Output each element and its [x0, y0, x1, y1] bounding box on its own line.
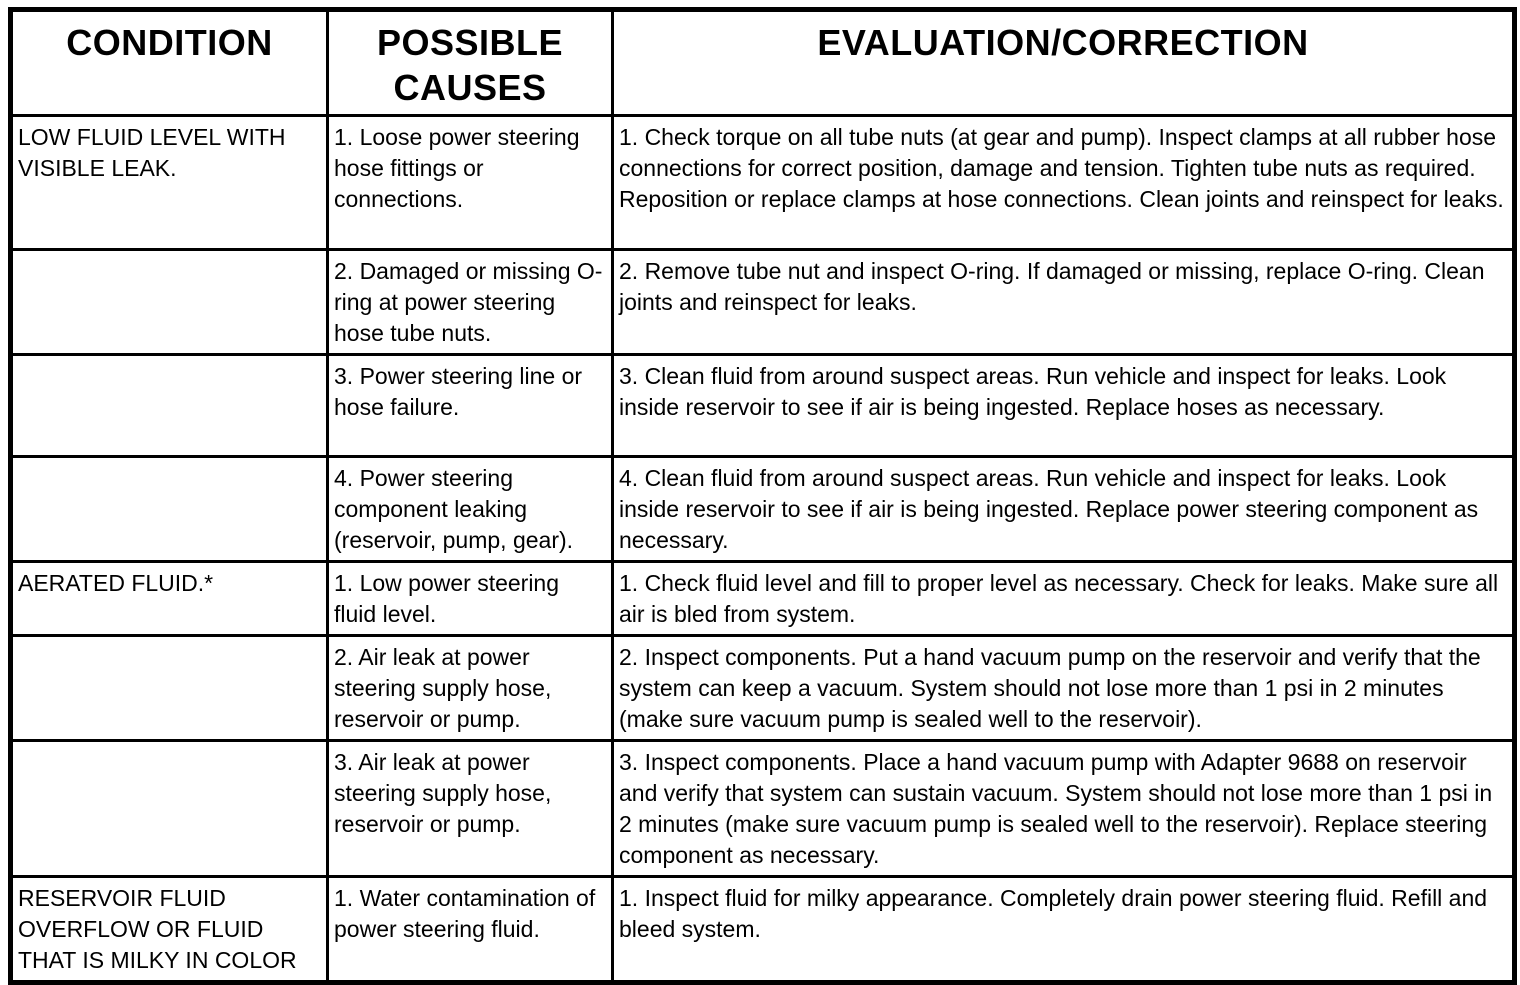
- evaluation-cell: 1. Check torque on all tube nuts (at gear and pump). Inspect clamps at all rubber hose connections for correct position, damage and tension. Tighten tube nuts as required. Reposition or replace clamps at hose connections. Clean joints and reinspect for leaks.: [613, 116, 1515, 250]
- evaluation-cell: 1. Inspect fluid for milky appearance. Completely drain power steering fluid. Refill and bleed system.: [613, 877, 1515, 983]
- power-steering-diagnosis-table: [8, 7, 1517, 985]
- table-row: [11, 355, 1515, 457]
- table-row: [11, 562, 1515, 636]
- header-possible-causes: POSSIBLE CAUSES: [328, 10, 613, 116]
- cause-cell: 2. Damaged or missing O-ring at power steering hose tube nuts.: [328, 250, 613, 355]
- cause-cell: 1. Loose power steering hose fittings or connections.: [328, 116, 613, 250]
- condition-cell: LOW FLUID LEVEL WITH VISIBLE LEAK.: [11, 116, 328, 250]
- condition-cell: [11, 636, 328, 741]
- condition-cell: [11, 355, 328, 457]
- evaluation-cell: 3. Clean fluid from around suspect areas. Run vehicle and inspect for leaks. Look inside reservoir to see if air is being ingested. Replace hoses as necessary.: [613, 355, 1515, 457]
- cause-cell: 3. Air leak at power steering supply hose, reservoir or pump.: [328, 741, 613, 877]
- cause-cell: 3. Power steering line or hose failure.: [328, 355, 613, 457]
- cause-cell: 4. Power steering component leaking (reservoir, pump, gear).: [328, 457, 613, 562]
- cause-cell: 2. Air leak at power steering supply hose, reservoir or pump.: [328, 636, 613, 741]
- header-condition: CONDITION: [11, 10, 328, 116]
- condition-cell: [11, 741, 328, 877]
- evaluation-cell: 1. Check fluid level and fill to proper level as necessary. Check for leaks. Make sure all air is bled from system.: [613, 562, 1515, 636]
- table-row: [11, 741, 1515, 877]
- table-row: [11, 116, 1515, 250]
- evaluation-cell: 2. Inspect components. Put a hand vacuum pump on the reservoir and verify that the system can keep a vacuum. System should not lose more than 1 psi in 2 minutes (make sure vacuum pump is sealed well to the reservoir).: [613, 636, 1515, 741]
- condition-cell: AERATED FLUID.*: [11, 562, 328, 636]
- condition-cell: [11, 457, 328, 562]
- condition-cell: [11, 250, 328, 355]
- evaluation-cell: 4. Clean fluid from around suspect areas. Run vehicle and inspect for leaks. Look inside reservoir to see if air is being ingested. Replace power steering component as necessary.: [613, 457, 1515, 562]
- cause-cell: 1. Water contamination of power steering fluid.: [328, 877, 613, 983]
- table-row: [11, 457, 1515, 562]
- cause-cell: 1. Low power steering fluid level.: [328, 562, 613, 636]
- header-row: [11, 10, 1515, 116]
- evaluation-cell: 2. Remove tube nut and inspect O-ring. If damaged or missing, replace O-ring. Clean joints and reinspect for leaks.: [613, 250, 1515, 355]
- table-row: [11, 636, 1515, 741]
- condition-cell: RESERVOIR FLUID OVERFLOW OR FLUID THAT IS MILKY IN COLOR: [11, 877, 328, 983]
- header-evaluation-correction: EVALUATION/CORRECTION: [613, 10, 1515, 116]
- evaluation-cell: 3. Inspect components. Place a hand vacuum pump with Adapter 9688 on reservoir and verify that system can sustain vacuum. System should not lose more than 1 psi in 2 minutes (make sure vacuum pump is sealed well to the reservoir). Replace steering component as necessary.: [613, 741, 1515, 877]
- table-row: [11, 877, 1515, 983]
- table-row: [11, 250, 1515, 355]
